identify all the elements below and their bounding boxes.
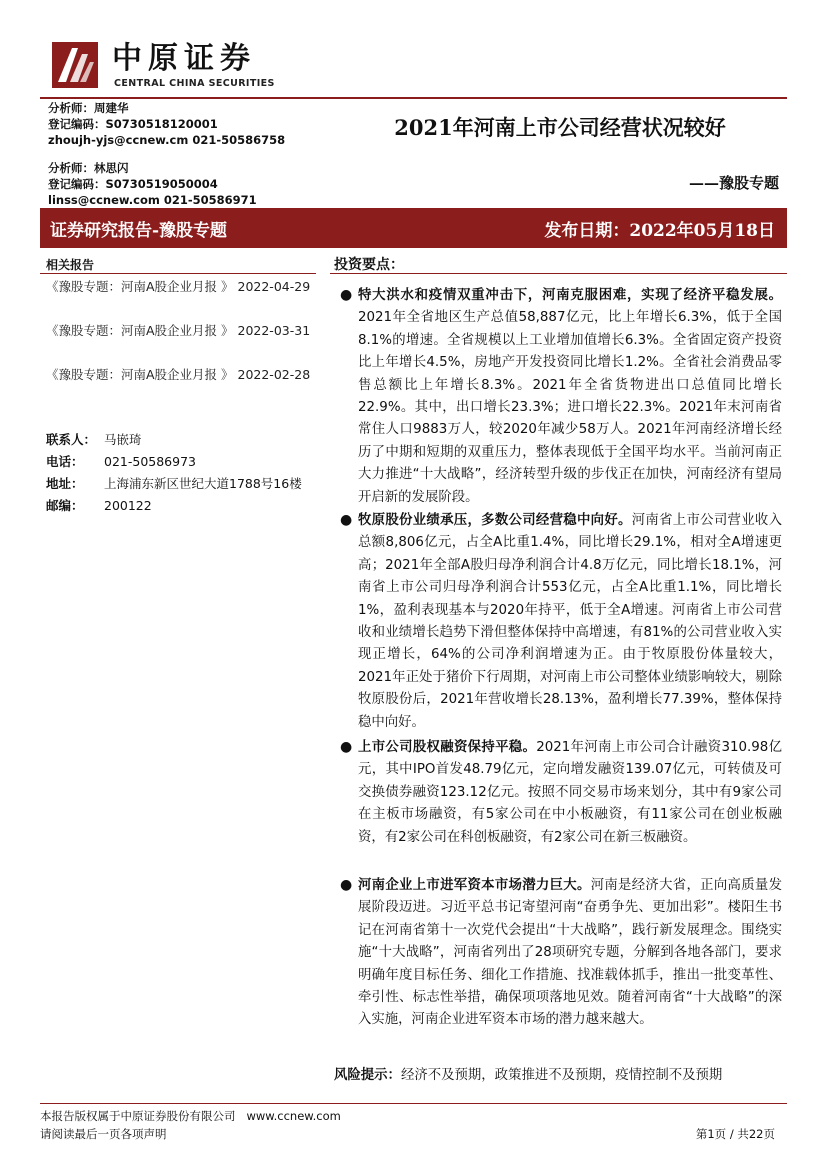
key-point [358,737,782,849]
report-banner [40,208,787,248]
key-point-lead: 特大洪水和疫情双重冲击下，河南克服困难，实现了经济平稳发展。 [358,288,782,303]
bullet-icon: ● [340,877,353,893]
bullet-icon: ● [340,287,353,303]
bullet-icon: ● [340,739,353,755]
contact-postcode-value: 200122 [104,498,152,513]
analyst-2-contact: linss@ccnew.com 021-50586971 [48,193,257,207]
footer-divider [40,1103,787,1104]
analyst-1-contact: zhoujh-yjs@ccnew.cm 021-50586758 [48,133,286,147]
contact-address-value: 上海浦东新区世纪大道1788号16楼 [104,476,302,491]
contact-address-label: 地址： [46,476,84,491]
contact-phone-label: 电话： [46,454,84,469]
key-point [358,285,782,509]
key-point-body: 河南是经济大省，正向高质量发展阶段迈进。习近平总书记寄望河南“奋勇争先、更加出彩”。楼阳生书记在河南省第十一次党代会提出“十大战略”，践行新发展理念。围绕实施“十大战略”，河南省列出了28项研究专题，分解到各地各部门，要求明确年度目标任务、细化工作措施、找准载体抓手，推出一批变革性、牵引性、标志性举措，确保项项落地见效。随着河南省“十大战略”的深入实施，河南企业进军资本市场的潜力越来越大。 [358,878,783,1028]
key-points-divider [330,273,787,274]
contact-person-value: 马嵌琦 [104,432,142,447]
report-title: 2021年河南上市公司经营状况较好 [394,115,726,140]
contact-phone-value: 021-50586973 [104,454,196,469]
contact-person-label: 联系人： [46,432,97,447]
key-point-body: 河南省上市公司营业收入总额8,806亿元，占全A比重1.4%，同比增长29.1%，相对全A增速更高；2021年全部A股归母净利润合计4.8万亿元，同比增长18.1%，河南省上市公司归母净利润合计553亿元，占全A比重1.1%，同比增长1%，盈利表现基本与2020年持平，低于全A增速。河南省上市公司营收和业绩增长趋势下滑但整体保持中高增速，有81%的公司营业收入实现正增长，64%的公司净利润增速为正。由于牧原股份体量较大，2021年正处于猪价下行周期，对河南上市公司整体业绩影响较大，剔除牧原股份后，2021年营收增长28.13%，盈利增长77.39%，整体保持稳中向好。 [358,513,783,730]
publish-date: 发布日期：2022年05月18日 [544,221,775,241]
risk-warning-label: 风险提示： [334,1068,401,1083]
contact-postcode-label: 邮编： [46,498,84,513]
analyst-2-name: 分析师：林思闪 [48,161,129,175]
contact-address [46,473,302,495]
footer-copyright-line [40,1108,341,1124]
bullet-icon: ● [340,512,353,528]
company-logo-icon [52,42,98,88]
report-subtitle: ——豫股专题 [688,174,779,192]
related-report-link[interactable]: 《豫股专题：河南A股企业月报 》 2022-02-28 [46,367,311,382]
company-name-en: CENTRAL CHINA SECURITIES [114,78,275,89]
analyst-2-registration: 登记编码：S0730519050004 [48,177,218,191]
report-type: 证券研究报告-豫股专题 [50,221,228,241]
risk-warning [334,1066,784,1086]
analyst-1-name: 分析师：周建华 [48,101,129,115]
related-report-link[interactable]: 《豫股专题：河南A股企业月报 》 2022-04-29 [46,279,311,294]
related-report-link[interactable]: 《豫股专题：河南A股企业月报 》 2022-03-31 [46,323,311,338]
contact-postcode [46,495,152,517]
contact-person [46,429,142,451]
analyst-1-registration: 登记编码：S0730518120001 [48,117,218,131]
company-name-cn: 中原证券 [112,41,256,76]
key-points-heading: 投资要点： [334,257,404,273]
key-point [358,875,782,1032]
key-point-body: 2021年全省地区生产总值58,887亿元，比上年增长6.3%，低于全国8.1%的增速。全省规模以上工业增加值增长6.3%。全省固定资产投资比上年增长4.5%，房地产开发投资同比增长1.2%。全省社会消费品零售总额比上年增长8.3%。2021年全省货物进出口总值同比增长22.9%。其中，出口增长23.3%；进口增长22.3%。2021年末河南省常住人口9883万人，较2020年减少58万人。2021年河南经济增长经历了中期和短期的双重压力，整体表现低于全国平均水平。当前河南正大力推进“十大战略”，经济转型升级的步伐正在加快，河南经济有望局开启新的发展阶段。 [358,310,782,505]
risk-warning-text: 经济不及预期，政策推进不及预期，疫情控制不及预期 [400,1068,723,1083]
sidebar-divider [40,273,316,274]
header-divider [40,97,787,99]
key-point-lead: 上市公司股权融资保持平稳。 [358,740,537,755]
footer-website-link[interactable]: www.ccnew.com [246,1109,341,1123]
key-point-body: 2021年河南上市公司合计融资310.98亿元，其中IPO首发48.79亿元，定向增发融资139.07亿元，可转债及可交换债券融资123.12亿元。按照不同交易市场来划分，其中有9家公司在主板市场融资，有5家公司在中小板融资，有11家公司在创业板融资，有2家公司在科创板融资，有2家公司在新三板融资。 [358,740,783,845]
key-point-lead: 牧原股份业绩承压，多数公司经营稳中向好。 [358,513,632,528]
contact-phone [46,451,196,473]
footer-disclaimer: 请阅读最后一页各项声明 [40,1127,167,1141]
related-reports-heading: 相关报告 [46,258,95,272]
page-number: 第1页 / 共22页 [695,1127,775,1141]
footer-copyright: 本报告版权属于中原证券股份有限公司 [40,1109,236,1123]
key-point-lead: 河南企业上市进军资本市场潜力巨大。 [358,878,591,893]
key-point [358,510,782,734]
